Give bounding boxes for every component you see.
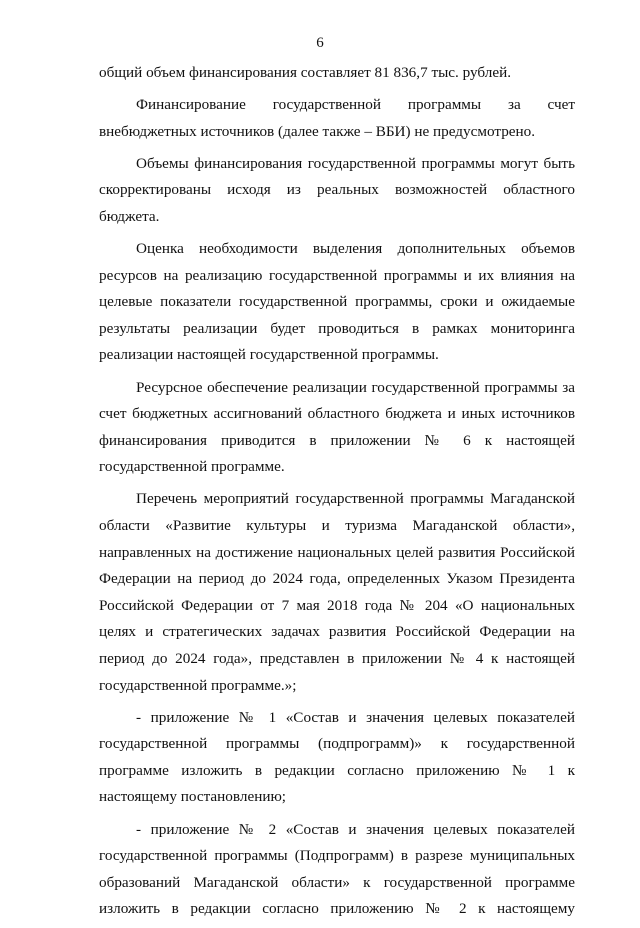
paragraph-extrabudgetary-sources: Финансирование государственной программы за счет внебюджетных источников (далее также – ВБИ) не предусмотрено. (99, 96, 575, 140)
paragraph-financing-adjustment: Объемы финансирования государственной программы могут быть скорректированы исходя из реальных возможностей областного бюджета. (99, 154, 575, 225)
document-body (99, 60, 575, 928)
paragraph-resource-provision: Ресурсное обеспечение реализации государственной программы за счет бюджетных ассигнований областного бюджета и иных источников финансирования приводится в приложении № 6 к настоящей государственной программе. (99, 378, 575, 476)
paragraph-appendix-1: - приложение № 1 «Состав и значения целевых показателей государственной программы (подпрограмм)» к государственной программе изложить в редакции согласно приложению № 1 к настоящему постановлению; (99, 708, 575, 806)
paragraph-resource-assessment: Оценка необходимости выделения дополнительных объемов ресурсов на реализацию государственной программы и их влияния на целевые показатели государственной программы, сроки и ожидаемые результаты реализации будет проводиться в рамках мониторинга реализации настоящей государственной программы. (99, 240, 575, 364)
page-number: 6 (316, 35, 324, 51)
paragraph-activities-list: Перечень мероприятий государственной программы Магаданской области «Развитие культуры и туризма Магаданской области», направленных на достижение национальных целей развития Российской Федерации на период до 2024 года, определенных Указом Президента Российской Федерации от 7 мая 2018 года № 204 «О национальных целях и стратегических задачах развития Российской Федерации на период до 2024 года», представлен в приложении № 4 к настоящей государственной программе.»; (99, 490, 575, 694)
paragraph-financing-total: общий объем финансирования составляет 81 836,7 тыс. рублей. (99, 64, 512, 81)
paragraph-appendix-2: - приложение № 2 «Состав и значения целевых показателей государственной программы (Подпрограмм) в разрезе муниципальных образований Магаданской области» к государственной программе изложить в редакции согласно приложению № 2 к настоящему (99, 820, 575, 918)
